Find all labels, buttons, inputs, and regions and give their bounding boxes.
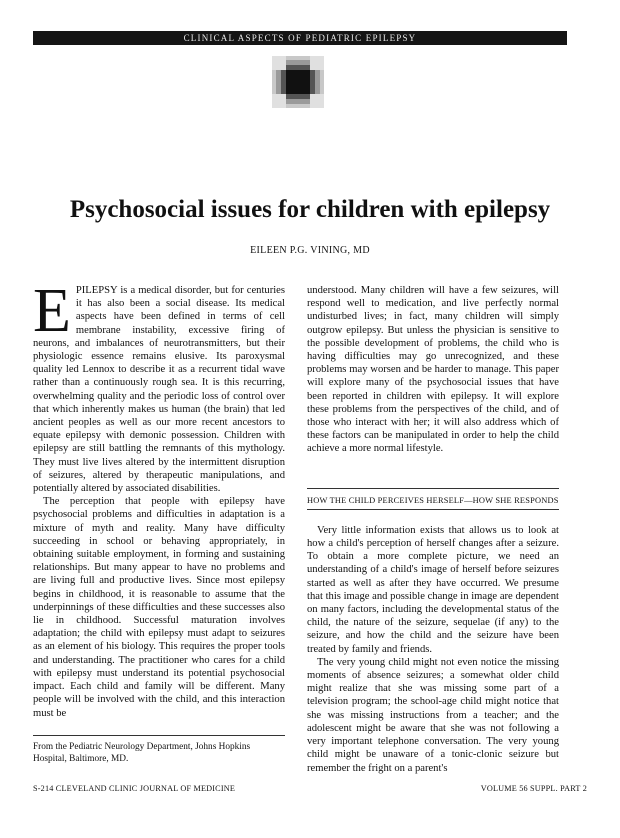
drop-cap: E bbox=[33, 284, 71, 345]
affiliation-footnote: From the Pediatric Neurology Department, Johns Hopkins Hospital, Baltimore, MD. bbox=[33, 735, 285, 765]
left-column bbox=[33, 284, 285, 720]
journal-logo-icon bbox=[272, 56, 324, 108]
body-paragraph: understood. Many children will have a few seizures, will respond well to medication, and live perfectly normal undisturbed lives; in fact, many children will simply outgrow epilepsy. But unless the physician is sensitive to the possible development of problems, the child who is having difficulties may go unrecognized, and these problems may worsen and be harder to manage. This paper will explore many of the psychosocial issues that have been reported in children with epilepsy. It will explore these problems from the perspectives of the child, and of those who interact with her; it will also address which of these factors can be manipulated in order to help the child achieve a more normal lifestyle. bbox=[307, 285, 559, 455]
intro-paragraph bbox=[33, 284, 285, 495]
page-footer-left: S-214 CLEVELAND CLINIC JOURNAL OF MEDICINE bbox=[33, 784, 236, 793]
right-column bbox=[307, 284, 559, 802]
article-author: EILEEN P.G. VINING, MD bbox=[250, 245, 370, 256]
section-heading bbox=[307, 488, 559, 510]
body-paragraph: Very little information exists that allows us to look at how a child's perception of herself changes after a seizure. To obtain a more complete picture, we need an understanding of a child's image of herself before seizures started as well as after they have occurred. We presume that this image and possible change in image are dependent on many factors, including the developmental status of the child, the nature of the seizure, sequelae (if any) to the seizure, and how the child and the seizure have been treated by family and friends. bbox=[307, 524, 559, 655]
page-footer-right: VOLUME 56 SUPPL. PART 2 bbox=[480, 784, 587, 793]
section-heading-text: HOW THE CHILD PERCEIVES HERSELF—HOW SHE RESPONDS bbox=[307, 494, 559, 510]
journal-section-banner: CLINICAL ASPECTS OF PEDIATRIC EPILEPSY bbox=[33, 31, 567, 45]
article-title: Psychosocial issues for children with epilepsy bbox=[69, 196, 551, 223]
body-paragraph: The perception that people with epilepsy have psychosocial problems and difficulties in adaptation is a mixture of myth and reality. Many have difficulty succeeding in school or behaving appropriately, in obtaining suitable employment, in forming and sustaining relationships. But many appear to have no problems and are living full and productive lives. Since most epilepsy begins in childhood, it is reasonable to assume that the underpinnings of these difficulties and these successes also lie in childhood. Successful maturation involves adaptation; the child with epilepsy must adapt to seizures as an element of his biology. This requires the proper tools and understanding. The practitioner who cares for a child with epilepsy must understand its potential psychosocial impact. Each child and family will be different. Many people will be involved with the child, and this interaction must be bbox=[33, 496, 285, 719]
body-paragraph: The very young child might not even notice the missing moments of absence seizures; a somewhat older child might realize that she was missing some part of a television program; the school-age child might notice that she was missing instructions from a teacher; and the adolescent might be aware that she was not following a very important telephone conversation. The very young child might be unaware of a tonic-clonic seizure but remember the fright on a parent's bbox=[307, 656, 559, 774]
intro-text: PILEPSY is a medical disorder, but for centuries it has also been a social disease. Its medical aspects have been defined in terms of cell membrane instability, excessive firing of neurons, and imbalances of neurotransmitters, but their physiologic essence remains elusive. Its paroxysmal quality led Lennox to describe it as a recurrent tidal wave rather than a continuously rough sea. It is this recurring, overwhelming quality and the periodic loss of control over that which inherently makes us human (the brain) that led ancient peoples as well as our more recent ancestors to equate epilepsy with demonic possession. Children with epilepsy are still battling the remnants of this mythology. They must live lives altered by the intermittent disruption of seizures, altered by therapeutic manipulations, and potentially altered by associated disabilities. bbox=[33, 285, 285, 495]
